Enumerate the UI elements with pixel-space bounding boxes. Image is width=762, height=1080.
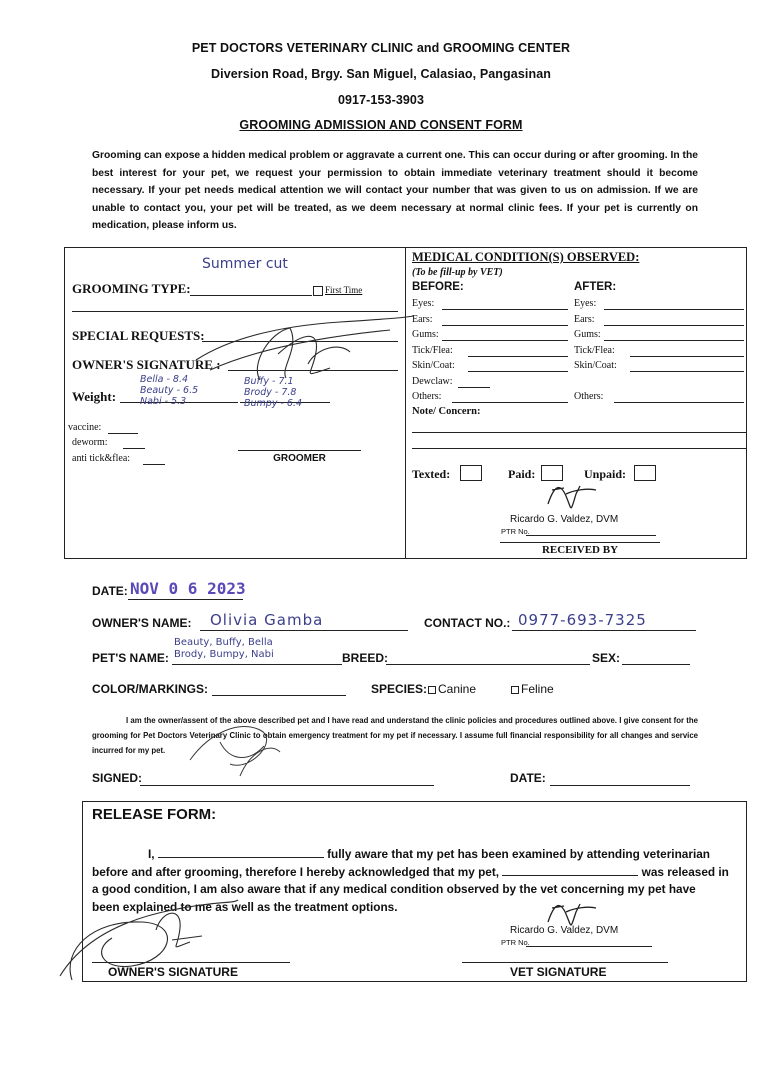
before-row-label: Ears: [412,313,433,325]
after-row-label: Others: [574,391,604,402]
before-row-line[interactable] [442,325,568,326]
after-row-label: Skin/Coat: [574,360,617,371]
species-canine-option[interactable] [428,682,476,696]
unpaid-checkbox[interactable] [634,465,656,481]
owner-name-value: Olivia Gamba [210,611,324,629]
form-title: GROOMING ADMISSION AND CONSENT FORM [239,118,523,132]
grooming-type-value: Summer cut [202,256,288,272]
first-time-label: First Time [325,285,363,295]
before-row-label: Others: [412,391,442,402]
contact-value: 0977-693-7325 [518,611,647,629]
before-label: BEFORE: [412,281,464,293]
clinic-name: PET DOCTORS VETERINARY CLINIC and GROOMING CENTER [191,41,571,55]
owner-signature-scribble-bottom [52,880,242,990]
pet-name-label: PET'S NAME: [92,651,169,665]
before-row-label: Skin/Coat: [412,360,455,371]
before-row-label: Eyes: [412,298,435,309]
owner-signature-label: OWNER'S SIGNATURE [108,965,238,979]
feline-label: Feline [521,682,554,696]
weight-label: Weight: [72,389,117,404]
medical-title: MEDICAL CONDITION(S) OBSERVED: [412,250,640,264]
before-row-line[interactable] [442,340,568,341]
note-label: Note/ Concern: [412,406,481,417]
after-row-label: Eyes: [574,298,597,309]
date-label: DATE: [92,584,128,598]
clinic-address: Diversion Road, Brgy. San Miguel, Calasiao, Pangasinan [211,67,551,81]
ptr-label-top: PTR No. [501,527,530,536]
before-row-label: Tick/Flea: [412,344,453,356]
vet-name-bottom: Ricardo G. Valdez, DVM [510,925,619,936]
unpaid-label: Unpaid: [584,467,627,481]
after-row-label: Tick/Flea: [574,344,615,356]
intro-paragraph: Grooming can expose a hidden medical problem or aggravate a current one. This can occur during or after grooming. In the best interest for your pet, we request your permission to obtain immediate veterinary treatment should it become necessary. If your pet needs medical attention we will contact your number that was given to us on admission. If we are unable to contact you, your pet will be treated, as we deem necessary at normal clinic fees. If your pet is currently on medication, please inform us. [92,150,698,232]
after-row-line[interactable] [630,371,744,372]
after-label: AFTER: [574,281,617,293]
grooming-type-label: GROOMING TYPE: [72,281,191,296]
special-requests-label: SPECIAL REQUESTS: [72,328,205,343]
sex-label: SEX: [592,651,621,665]
after-row-line[interactable] [604,340,744,341]
vaccine-label: vaccine: [68,422,102,433]
received-by-label: RECEIVED BY [541,544,619,556]
canine-checkbox[interactable] [428,686,436,694]
after-row-label: Ears: [574,313,595,325]
paid-label: Paid: [508,467,536,481]
release-paragraph: I, fully aware that my pet has been examined by attending veterinarian before and after grooming, therefore I hereby acknowledged that my pet, was released in a good condition, I am also aware that if any medical condition observed by the vet concerning my pet have been explained to me as well as the treatment options. [92,847,729,914]
medical-subtitle: (To be fill-up by VET) [412,267,503,278]
color-label: COLOR/MARKINGS: [92,682,208,696]
feline-checkbox[interactable] [511,686,519,694]
before-row-line[interactable] [452,402,568,403]
vet-name-top: Ricardo G. Valdez, DVM [510,514,619,525]
owner-signature-scribble-top [190,308,420,388]
contact-label: CONTACT NO.: [424,616,511,630]
before-row-label: Dewclaw: [412,375,453,387]
texted-checkbox[interactable] [460,465,482,481]
after-row-label: Gums: [574,329,601,340]
weights-column-1: Bella - 8.4 Beauty - 6.5 Nabi - 5.3 [140,374,199,407]
owners-signature-label: OWNER'S SIGNATURE : [72,357,221,372]
species-label: SPECIES: [371,682,428,696]
after-row-line[interactable] [630,356,744,357]
vet-signature-label: VET SIGNATURE [510,965,607,979]
breed-label: BREED: [342,651,389,665]
anti-tick-label: anti tick&flea: [72,453,131,464]
first-time-option[interactable] [313,285,362,296]
first-time-checkbox[interactable] [313,286,323,296]
after-row-line[interactable] [614,402,744,403]
owner-name-label: OWNER'S NAME: [92,616,192,630]
pet-names-value: Beauty, Buffy, Bella Brody, Bumpy, Nabi [174,637,274,660]
weights-column-2: Buffy - 7.1 Brody - 7.8 Bumpy - 6.4 [244,376,303,409]
deworm-label: deworm: [72,437,108,448]
date-stamp: NOV 0 6 2023 [130,579,246,598]
consent-date-label: DATE: [510,771,546,785]
release-title: RELEASE FORM: [92,806,217,823]
before-row-line[interactable] [458,387,490,388]
texted-label: Texted: [412,467,451,481]
species-feline-option[interactable] [511,682,554,696]
before-row-line[interactable] [468,356,568,357]
before-row-line[interactable] [442,309,568,310]
owner-signature-scribble-middle [180,712,290,782]
clinic-phone: 0917-153-3903 [337,93,425,107]
signed-label: SIGNED: [92,771,143,785]
vet-signature-top [540,476,600,516]
consent-text: I am the owner/assent of the above described pet and I have read and understand the clinic policies and procedures outlined above. I give consent for the grooming for Pet Doctors Veterinary Clinic to obtain emergency treatment for my pet if necessary. I assume full financial responsibility for all changes and service incurred for my pet. [92,716,698,755]
after-row-line[interactable] [604,325,744,326]
canine-label: Canine [438,682,477,696]
before-row-label: Gums: [412,329,439,340]
after-row-line[interactable] [604,309,744,310]
before-row-line[interactable] [468,371,568,372]
groomer-label: GROOMER [273,453,326,464]
panel-divider [405,247,406,559]
ptr-label-bottom: PTR No. [501,938,530,947]
